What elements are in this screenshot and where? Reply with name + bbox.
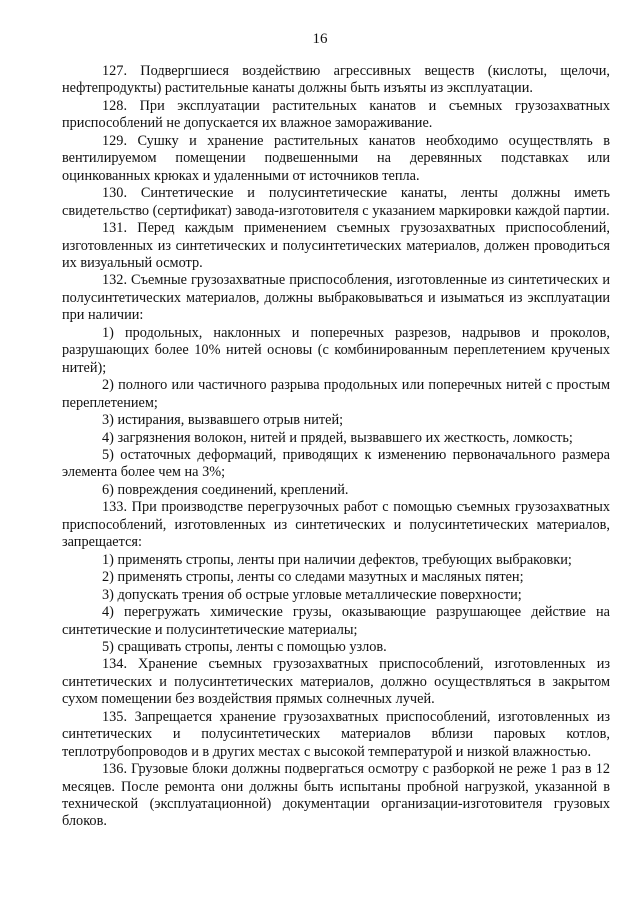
paragraph-129: 129. Сушку и хранение растительных канатов необходимо осуществлять в вентилируемом помещении подвешенными на деревянных подставках или оцинкованных крюках и удаленными от источников тепла. xyxy=(62,132,610,184)
list-item-132-1: 1) продольных, наклонных и поперечных разрезов, надрывов и проколов, разрушающих более 10% нитей основы (с комбинированным переплетением крученых нитей); xyxy=(62,324,610,376)
paragraph-132: 132. Съемные грузозахватные приспособления, изготовленные из синтетических и полусинтетических материалов, должны выбраковываться и изыматься из эксплуатации при наличии: xyxy=(62,272,610,324)
list-item-133-4: 4) перегружать химические грузы, оказывающие разрушающее действие на синтетические и полусинтетические материалы; xyxy=(62,604,610,638)
list-item-132-3: 3) истирания, вызвавшего отрыв нитей; xyxy=(102,412,344,429)
list-item-133-2: 2) применять стропы, ленты со следами мазутных и масляных пятен; xyxy=(102,569,524,586)
list-item-133-3: 3) допускать трения об острые угловые металлические поверхности; xyxy=(102,586,522,603)
paragraph-130: 130. Синтетические и полусинтетические канаты, ленты должны иметь свидетельство (сертификат) завода-изготовителя с указанием маркировки каждой партии. xyxy=(62,185,610,219)
list-item-132-5: 5) остаточных деформаций, приводящих к изменению первоначального размера элемента более чем на 3%; xyxy=(62,446,610,481)
page-number: 16 xyxy=(312,31,328,47)
list-item-132-2: 2) полного или частичного разрыва продольных или поперечных нитей с простым переплетением; xyxy=(62,377,610,411)
paragraph-128: 128. При эксплуатации растительных канатов и съемных грузозахватных приспособлений не допускается их влажное замораживание. xyxy=(62,97,610,132)
paragraph-134: 134. Хранение съемных грузозахватных приспособлений, изготовленных из синтетических и полусинтетических материалов, должно осуществляться в закрытом сухом помещении без воздействия прямых солнечных лучей. xyxy=(62,656,610,708)
list-item-133-1: 1) применять стропы, ленты при наличии дефектов, требующих выбраковки; xyxy=(102,551,572,568)
document-body xyxy=(62,63,610,831)
list-item-133-5: 5) сращивать стропы, ленты с помощью узлов. xyxy=(102,638,387,655)
paragraph-127: 127. Подвергшиеся воздействию агрессивных веществ (кислоты, щелочи, нефтепродукты) растительные канаты должны быть изъяты из эксплуатации. xyxy=(62,63,610,97)
paragraph-136: 136. Грузовые блоки должны подвергаться осмотру с разборкой не реже 1 раз в 12 месяцев. После ремонта они должны быть испытаны пробной нагрузкой, указанной в технической (эксплуатационной) документации организации-изготовителя грузовых блоков. xyxy=(62,761,610,830)
paragraph-135: 135. Запрещается хранение грузозахватных приспособлений, изготовленных из синтетических и полусинтетических материалов вблизи паровых котлов, теплотрубопроводов и в других местах с высокой температурой и низкой влажностью. xyxy=(62,708,610,760)
paragraph-133: 133. При производстве перегрузочных работ с помощью съемных грузозахватных приспособлений, изготовленных из синтетических и полусинтетических материалов, запрещается: xyxy=(62,499,610,551)
list-item-132-6: 6) повреждения соединений, креплений. xyxy=(102,481,349,498)
paragraph-131: 131. Перед каждым применением съемных грузозахватных приспособлений, изготовленных из синтетических и полусинтетических материалов, должен проводиться их визуальный осмотр. xyxy=(62,220,610,271)
list-item-132-4: 4) загрязнения волокон, нитей и прядей, вызвавшего их жесткость, ломкость; xyxy=(102,429,573,446)
